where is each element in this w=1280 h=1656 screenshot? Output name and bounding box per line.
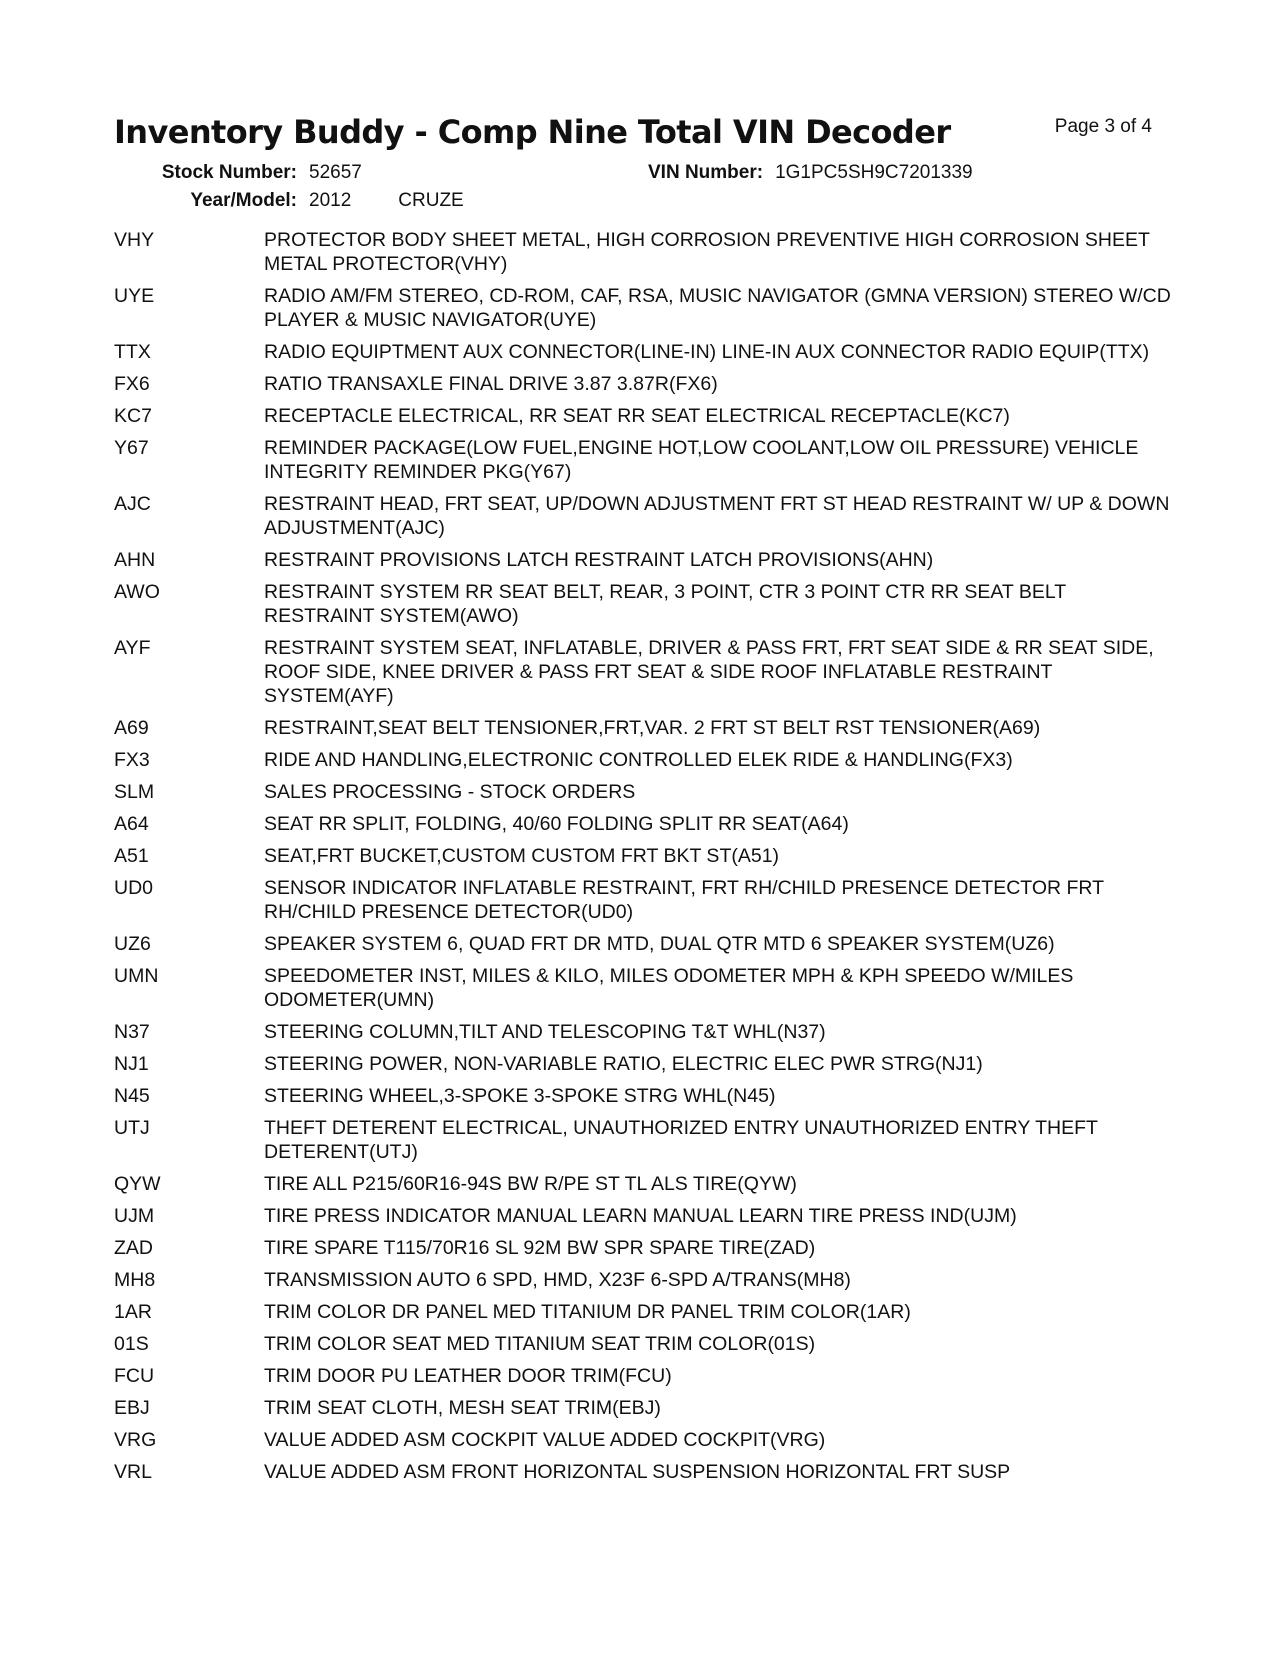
option-row: [114, 932, 1174, 956]
page-number: Page 3 of 4: [1054, 116, 1152, 137]
vin-number-label: VIN Number:: [648, 162, 764, 183]
option-row: [114, 844, 1174, 868]
option-description: RIDE AND HANDLING,ELECTRONIC CONTROLLED ELEK RIDE & HANDLING(FX3): [264, 749, 1013, 771]
option-code: ZAD: [114, 1237, 153, 1259]
option-description: STEERING COLUMN,TILT AND TELESCOPING T&T WHL(N37): [264, 1021, 826, 1043]
option-description: RESTRAINT PROVISIONS LATCH RESTRAINT LATCH PROVISIONS(AHN): [264, 549, 934, 571]
option-description: SPEAKER SYSTEM 6, QUAD FRT DR MTD, DUAL QTR MTD 6 SPEAKER SYSTEM(UZ6): [264, 933, 1055, 955]
option-row: [114, 716, 1174, 740]
option-description: THEFT DETERENT ELECTRICAL, UNAUTHORIZED ENTRY UNAUTHORIZED ENTRY THEFT DETERENT(UTJ): [264, 1117, 1098, 1163]
option-description: VALUE ADDED ASM FRONT HORIZONTAL SUSPENSION HORIZONTAL FRT SUSP: [264, 1461, 1011, 1483]
option-description: TIRE SPARE T115/70R16 SL 92M BW SPR SPARE TIRE(ZAD): [264, 1237, 816, 1259]
option-row: [114, 748, 1174, 772]
option-description: RESTRAINT SYSTEM RR SEAT BELT, REAR, 3 POINT, CTR 3 POINT CTR RR SEAT BELT RESTRAINT SYSTEM(AWO): [264, 581, 1066, 627]
option-code: FX6: [114, 373, 150, 395]
option-code: 1AR: [114, 1301, 152, 1323]
option-row: [114, 1460, 1174, 1484]
option-description: STEERING WHEEL,3-SPOKE 3-SPOKE STRG WHL(N45): [264, 1085, 776, 1107]
option-code: FX3: [114, 749, 150, 771]
option-code: AYF: [114, 637, 151, 659]
option-row: [114, 964, 1174, 1012]
option-description: RADIO AM/FM STEREO, CD-ROM, CAF, RSA, MUSIC NAVIGATOR (GMNA VERSION) STEREO W/CD PLAYER & MUSIC NAVIGATOR(UYE): [264, 285, 1171, 331]
vin-number-value: 1G1PC5SH9C7201339: [775, 162, 973, 183]
option-code: VRL: [114, 1461, 152, 1483]
option-row: [114, 1300, 1174, 1324]
option-code: UMN: [114, 965, 159, 987]
option-row: [114, 548, 1174, 572]
option-row: [114, 404, 1174, 428]
option-code: UZ6: [114, 933, 151, 955]
option-code: QYW: [114, 1173, 161, 1195]
option-description: TRIM DOOR PU LEATHER DOOR TRIM(FCU): [264, 1365, 672, 1387]
option-description: SALES PROCESSING - STOCK ORDERS: [264, 781, 636, 803]
option-row: [114, 1396, 1174, 1420]
option-description: RECEPTACLE ELECTRICAL, RR SEAT RR SEAT ELECTRICAL RECEPTACLE(KC7): [264, 405, 1010, 427]
option-code: KC7: [114, 405, 152, 427]
option-description: RATIO TRANSAXLE FINAL DRIVE 3.87 3.87R(FX6): [264, 373, 718, 395]
option-row: [114, 636, 1174, 708]
option-row: [114, 1268, 1174, 1292]
option-row: [114, 228, 1174, 276]
option-code-list: [114, 228, 1174, 1492]
option-code: FCU: [114, 1365, 155, 1387]
option-row: [114, 372, 1174, 396]
option-code: Y67: [114, 437, 149, 459]
option-row: [114, 1332, 1174, 1356]
option-description: PROTECTOR BODY SHEET METAL, HIGH CORROSION PREVENTIVE HIGH CORROSION SHEET METAL PROTECTOR(VHY): [264, 229, 1150, 275]
option-code: SLM: [114, 781, 155, 803]
option-row: [114, 780, 1174, 804]
option-description: TRIM SEAT CLOTH, MESH SEAT TRIM(EBJ): [264, 1397, 661, 1419]
model-value: CRUZE: [398, 190, 464, 211]
stock-number-label: Stock Number:: [161, 162, 297, 183]
option-code: AHN: [114, 549, 156, 571]
option-description: TRANSMISSION AUTO 6 SPD, HMD, X23F 6-SPD A/TRANS(MH8): [264, 1269, 851, 1291]
option-code: VHY: [114, 229, 155, 251]
option-row: [114, 580, 1174, 628]
option-description: SEAT,FRT BUCKET,CUSTOM CUSTOM FRT BKT ST(A51): [264, 845, 780, 867]
option-description: VALUE ADDED ASM COCKPIT VALUE ADDED COCKPIT(VRG): [264, 1429, 826, 1451]
option-code: UYE: [114, 285, 155, 307]
option-code: MH8: [114, 1269, 156, 1291]
option-code: UJM: [114, 1205, 155, 1227]
option-code: AJC: [114, 493, 151, 515]
option-row: [114, 876, 1174, 924]
option-description: SENSOR INDICATOR INFLATABLE RESTRAINT, FRT RH/CHILD PRESENCE DETECTOR FRT RH/CHILD PRESENCE DETECTOR(UD0): [264, 877, 1104, 923]
option-code: UTJ: [114, 1117, 150, 1139]
option-row: [114, 436, 1174, 484]
option-code: UD0: [114, 877, 154, 899]
option-description: TRIM COLOR DR PANEL MED TITANIUM DR PANEL TRIM COLOR(1AR): [264, 1301, 911, 1323]
option-code: 01S: [114, 1333, 149, 1355]
option-code: TTX: [114, 341, 151, 363]
option-row: [114, 1428, 1174, 1452]
option-row: [114, 1052, 1174, 1076]
option-description: RESTRAINT SYSTEM SEAT, INFLATABLE, DRIVER & PASS FRT, FRT SEAT SIDE & RR SEAT SIDE, ROOF SIDE, KNEE DRIVER & PASS FRT SEAT & SIDE ROOF INFLATABLE RESTRAINT SYSTEM(AYF): [264, 637, 1154, 707]
option-description: RESTRAINT HEAD, FRT SEAT, UP/DOWN ADJUSTMENT FRT ST HEAD RESTRAINT W/ UP & DOWN ADJUSTMENT(AJC): [264, 493, 1170, 539]
option-row: [114, 1020, 1174, 1044]
option-row: [114, 1204, 1174, 1228]
option-code: A51: [114, 845, 149, 867]
year-model-label: Year/Model:: [190, 190, 297, 211]
option-description: TIRE PRESS INDICATOR MANUAL LEARN MANUAL LEARN TIRE PRESS IND(UJM): [264, 1205, 1017, 1227]
page-title: Inventory Buddy - Comp Nine Total VIN Decoder: [114, 113, 951, 151]
option-row: [114, 1084, 1174, 1108]
option-code: VRG: [114, 1429, 157, 1451]
option-row: [114, 1236, 1174, 1260]
option-code: NJ1: [114, 1053, 149, 1075]
option-row: [114, 284, 1174, 332]
option-code: N45: [114, 1085, 150, 1107]
vin-number-row: [648, 162, 973, 184]
option-code: A69: [114, 717, 149, 739]
option-description: SPEEDOMETER INST, MILES & KILO, MILES ODOMETER MPH & KPH SPEEDO W/MILES ODOMETER(UMN): [264, 965, 1074, 1011]
stock-number-value: 52657: [309, 162, 362, 183]
year-model-row: [154, 190, 464, 212]
option-code: EBJ: [114, 1397, 150, 1419]
option-code: A64: [114, 813, 149, 835]
option-row: [114, 1172, 1174, 1196]
option-description: TRIM COLOR SEAT MED TITANIUM SEAT TRIM COLOR(01S): [264, 1333, 816, 1355]
option-description: SEAT RR SPLIT, FOLDING, 40/60 FOLDING SPLIT RR SEAT(A64): [264, 813, 849, 835]
option-code: N37: [114, 1021, 150, 1043]
option-row: [114, 1364, 1174, 1388]
option-row: [114, 340, 1174, 364]
option-description: REMINDER PACKAGE(LOW FUEL,ENGINE HOT,LOW COOLANT,LOW OIL PRESSURE) VEHICLE INTEGRITY REMINDER PKG(Y67): [264, 437, 1139, 483]
option-row: [114, 492, 1174, 540]
option-row: [114, 1116, 1174, 1164]
option-code: AWO: [114, 581, 160, 603]
stock-number-row: [154, 162, 362, 184]
option-description: STEERING POWER, NON-VARIABLE RATIO, ELECTRIC ELEC PWR STRG(NJ1): [264, 1053, 983, 1075]
option-description: RESTRAINT,SEAT BELT TENSIONER,FRT,VAR. 2 FRT ST BELT RST TENSIONER(A69): [264, 717, 1041, 739]
option-row: [114, 812, 1174, 836]
option-description: TIRE ALL P215/60R16-94S BW R/PE ST TL ALS TIRE(QYW): [264, 1173, 797, 1195]
option-description: RADIO EQUIPTMENT AUX CONNECTOR(LINE-IN) LINE-IN AUX CONNECTOR RADIO EQUIP(TTX): [264, 341, 1150, 363]
year-value: 2012: [309, 190, 352, 211]
